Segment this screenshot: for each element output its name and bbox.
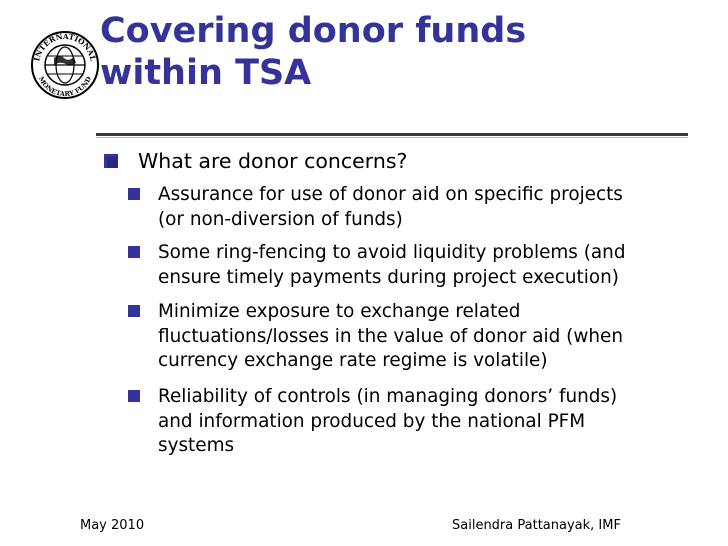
sub-bullet-line: (or non-diversion of funds) <box>158 208 403 230</box>
main-bullet-text: What are donor concerns? <box>138 149 408 173</box>
sub-bullet-line: Assurance for use of donor aid on specific projects <box>158 184 623 205</box>
logo-text-bottom: MONETARY FUND <box>36 75 94 99</box>
slide-title <box>100 10 700 94</box>
svg-text:MONETARY FUND <box>37 75 93 98</box>
bullet-marker-icon <box>128 246 140 258</box>
footer-author: Sailendra Pattanayak, IMF <box>452 518 621 533</box>
sub-bullet <box>158 241 718 290</box>
sub-bullet <box>158 300 718 374</box>
slide-title-line2: within TSA <box>100 53 312 93</box>
sub-bullet <box>158 183 718 232</box>
slide-title-line1: Covering donor funds <box>100 11 527 51</box>
sub-bullet-line: Minimize exposure to exchange related <box>158 301 521 322</box>
imf-seal-logo <box>30 30 100 100</box>
bullet-marker-icon <box>128 188 140 200</box>
sub-bullet-line: Some ring-fencing to avoid liquidity problems (and <box>158 242 626 263</box>
main-bullet <box>138 148 407 174</box>
logo-text-top: INTERNATIONAL <box>32 31 98 62</box>
sub-bullet-line: currency exchange rate regime is volatile) <box>158 350 548 371</box>
sub-bullet-line: ensure timely payments during project execution) <box>158 266 619 288</box>
bullet-marker-icon <box>104 154 118 168</box>
bullet-marker-icon <box>128 305 140 317</box>
sub-bullet-line: Reliability of controls (in managing donors’ funds) <box>158 386 618 407</box>
bullet-marker-icon <box>128 390 140 402</box>
title-divider-shadow <box>96 137 688 138</box>
footer-date: May 2010 <box>80 518 145 533</box>
sub-bullet-line: and information produced by the national PFM <box>158 410 586 432</box>
sub-bullet-line: fluctuations/losses in the value of donor aid (when <box>158 325 624 347</box>
sub-bullet <box>158 385 718 459</box>
sub-bullet-line: systems <box>158 435 235 456</box>
title-divider <box>96 133 688 136</box>
